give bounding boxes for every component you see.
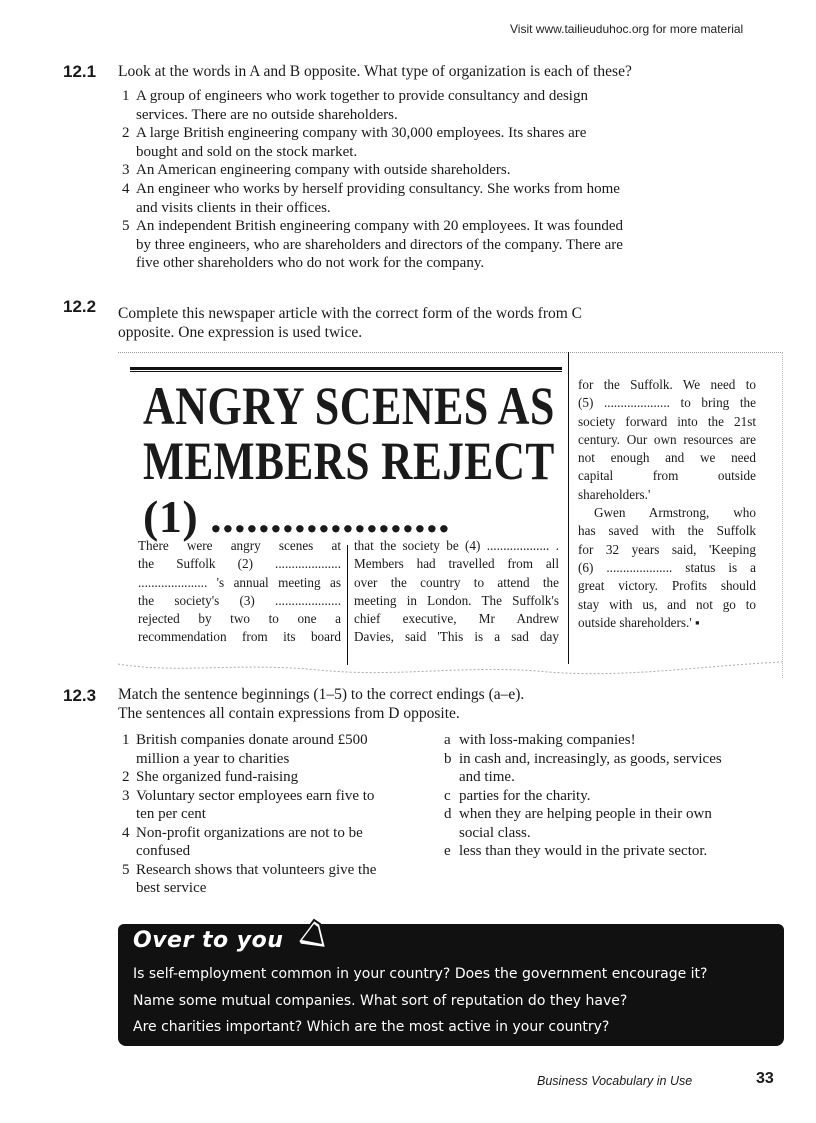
item-line: million a year to charities: [136, 750, 290, 767]
article-line: recommendation from its board: [138, 629, 341, 645]
question-line: Match the sentence beginnings (1–5) to the correct endings (a–e).: [118, 686, 525, 703]
over-to-you-question-2: Name some mutual companies. What sort of reputation do they have?: [133, 993, 628, 1009]
item-letter: a: [444, 732, 451, 748]
over-to-you-question-1: Is self-employment common in your country? Does the government encourage it?: [133, 966, 708, 982]
item-line: Voluntary sector employees earn five to: [136, 787, 375, 804]
item-line: social class.: [459, 824, 531, 841]
article-line: ..................... 's annual meeting as: [138, 574, 341, 590]
headline-rule-thin: [130, 371, 562, 372]
article-line: (5) .................... to bring the: [578, 395, 756, 411]
item-line: Non-profit organizations are not to be: [136, 824, 363, 841]
item-line: A large British engineering company with 30,000 employees. Its shares are: [136, 125, 587, 141]
exercise-number-12-1: 12.1: [63, 62, 97, 81]
article-line: outside shareholders.' ▪: [578, 614, 700, 630]
item-number: 4: [122, 181, 130, 197]
article-line: the Suffolk (2) ....................: [138, 556, 341, 572]
item-line: in cash and, increasingly, as goods, services: [459, 750, 722, 767]
article-line: Members had travelled from all: [354, 556, 559, 572]
item-line: An independent British engineering company with 20 employees. It was founded: [136, 218, 623, 234]
item-line: and visits clients in their offices.: [136, 199, 331, 216]
ending-e: [444, 842, 774, 861]
ending-d: [444, 805, 774, 842]
item-line: She organized fund-raising: [136, 769, 299, 785]
page-number: 33: [756, 1070, 774, 1087]
item-number: 1: [122, 88, 130, 104]
article-line: century. Our own resources are: [578, 431, 756, 447]
article-line: that the society be (4) ................... .: [354, 538, 559, 553]
exercise-12-1-question: Look at the words in A and B opposite. What type of organization is each of these?: [118, 63, 632, 80]
beginning-1: [122, 731, 432, 768]
headline-line-1: ANGRY SCENES AS: [143, 376, 555, 436]
ending-b: [444, 750, 774, 787]
item-line: confused: [136, 843, 191, 859]
item-letter: c: [444, 787, 451, 804]
item-line: by three engineers, who are shareholders and directors of the company. There are: [136, 236, 623, 253]
item-line: services. There are no outside shareholders.: [136, 106, 398, 123]
item-line: Research shows that volunteers give the: [136, 861, 377, 878]
article-line: Davies, said 'This is a sad day: [354, 629, 559, 645]
item-letter: b: [444, 750, 452, 767]
ending-a: [444, 731, 774, 750]
article-line: Gwen Armstrong, who: [594, 505, 756, 521]
article-line: chief executive, Mr Andrew: [354, 611, 559, 627]
article-line: shareholders.': [578, 486, 651, 502]
item-line: bought and sold on the stock market.: [136, 143, 358, 160]
item-line: An engineer who works by herself providing consultancy. She works from home: [136, 181, 620, 197]
question-line: opposite. One expression is used twice.: [118, 324, 363, 341]
item-line: when they are helping people in their own: [459, 806, 712, 822]
exercise-12-2-question: [118, 304, 582, 342]
article-line: capital from outside: [578, 468, 756, 484]
article-line: There were angry scenes at: [138, 538, 341, 553]
item-line: parties for the charity.: [459, 787, 591, 804]
article-line: over the country to attend the: [354, 574, 559, 590]
headline-line-3: (1) ....................: [143, 491, 451, 542]
beginning-4: [122, 824, 432, 861]
article-line: stay with us, and not go to: [578, 596, 756, 612]
item-line: best service: [136, 880, 207, 896]
article-line: (6) .................... status is a: [578, 559, 756, 575]
beginning-5: [122, 861, 432, 898]
item-line: An American engineering company with outside shareholders.: [136, 162, 511, 178]
item-line: with loss-making companies!: [459, 732, 636, 748]
headline-line-2: MEMBERS REJECT: [143, 431, 555, 491]
item-number: 5: [122, 218, 130, 234]
exercise-number-12-3: 12.3: [63, 686, 97, 705]
beginning-3: [122, 787, 432, 824]
item-number: 3: [122, 787, 130, 804]
item-letter: e: [444, 843, 451, 859]
item-number: 1: [122, 732, 130, 748]
item-line: five other shareholders who do not work for the company.: [136, 255, 485, 271]
column-divider: [347, 545, 348, 665]
question-line: Complete this newspaper article with the correct form of the words from C: [118, 305, 583, 322]
article-line: the society's (3) ....................: [138, 592, 341, 608]
article-column-2: [354, 537, 559, 647]
over-to-you-title: Over to you: [133, 928, 284, 953]
exercise-number-12-2: 12.2: [63, 297, 97, 316]
article-column-3: [578, 376, 756, 632]
match-beginnings: [122, 731, 432, 898]
item-number: 2: [122, 125, 130, 141]
article-line: not enough and we need: [578, 450, 756, 466]
item-number: 5: [122, 861, 130, 878]
item-line: and time.: [459, 769, 515, 785]
exercise-12-3-question: [118, 685, 524, 723]
item-number: 2: [122, 769, 130, 785]
megaphone-icon: [286, 914, 336, 956]
beginning-2: [122, 768, 432, 787]
item-letter: d: [444, 806, 452, 822]
ending-c: [444, 787, 774, 806]
footer-book-title: Business Vocabulary in Use: [537, 1074, 693, 1088]
article-line: for the Suffolk. We need to: [578, 377, 756, 392]
item-number: 3: [122, 162, 130, 178]
torn-edge: [118, 660, 782, 680]
article-line: meeting in London. The Suffolk's: [354, 592, 559, 608]
article-line: rejected by two to one a: [138, 611, 341, 627]
column-divider-main: [568, 352, 569, 664]
question-line: The sentences all contain expressions from D opposite.: [118, 705, 460, 722]
item-number: 4: [122, 824, 130, 841]
article-line: great victory. Profits should: [578, 578, 756, 594]
over-to-you-question-3: Are charities important? Which are the most active in your country?: [133, 1019, 610, 1035]
header-note: Visit www.tailieuduhoc.org for more material: [510, 22, 744, 36]
item-line: less than they would in the private sector.: [459, 843, 708, 859]
article-line: for 32 years said, 'Keeping: [578, 541, 756, 557]
item-line: ten per cent: [136, 806, 206, 822]
item-line: British companies donate around £500: [136, 732, 368, 748]
item-line: A group of engineers who work together to provide consultancy and design: [136, 88, 588, 104]
article-line: society forward into the 21st: [578, 413, 756, 429]
article-column-1: [138, 537, 341, 647]
article-line: has saved with the Suffolk: [578, 523, 756, 539]
match-endings: [444, 731, 774, 861]
headline-rule: [130, 367, 562, 370]
